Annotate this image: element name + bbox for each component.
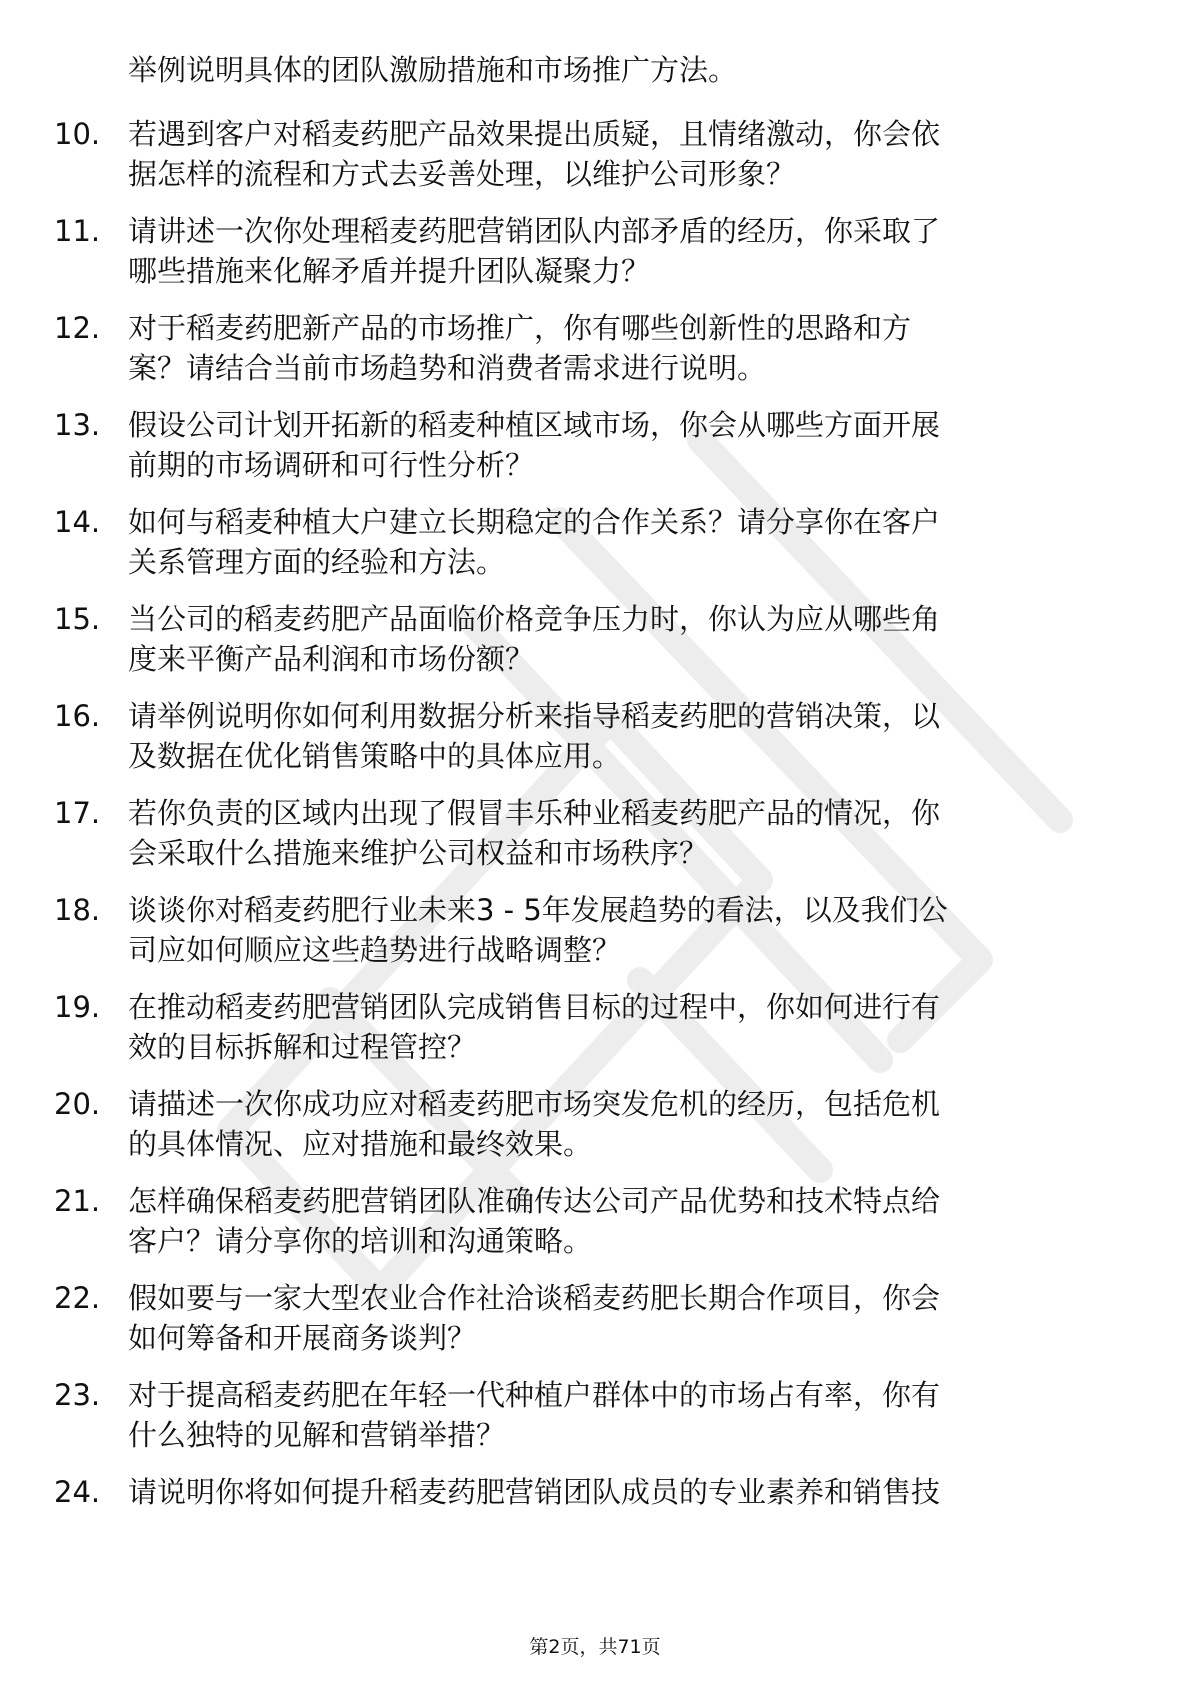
question-line: 前期的市场调研和可行性分析？ — [128, 448, 535, 482]
list-item — [0, 405, 1190, 502]
list-item — [0, 1375, 1190, 1472]
question-number: 16. — [54, 699, 101, 733]
question-text — [128, 1375, 1118, 1455]
question-number: 13. — [54, 408, 101, 442]
question-number: 17. — [54, 796, 101, 830]
question-number: 20. — [54, 1087, 101, 1121]
question-line: 如何与稻麦种植大户建立长期稳定的合作关系？请分享你在客户 — [128, 505, 941, 539]
question-line: 什么独特的见解和营销举措？ — [128, 1418, 506, 1452]
question-line: 请举例说明你如何利用数据分析来指导稻麦药肥的营销决策，以 — [128, 699, 941, 733]
list-item — [0, 114, 1190, 211]
list-item — [0, 502, 1190, 599]
question-line: 如何筹备和开展商务谈判？ — [128, 1321, 477, 1355]
question-text — [128, 1472, 1118, 1512]
question-line: 当公司的稻麦药肥产品面临价格竞争压力时，你认为应从哪些角 — [128, 602, 941, 636]
question-number: 11. — [54, 214, 101, 248]
question-text — [128, 1278, 1118, 1358]
question-line: 度来平衡产品利润和市场份额？ — [128, 642, 535, 676]
question-line: 请描述一次你成功应对稻麦药肥市场突发危机的经历，包括危机 — [128, 1087, 941, 1121]
question-text — [128, 405, 1118, 485]
list-item — [0, 1181, 1190, 1278]
question-line: 关系管理方面的经验和方法。 — [128, 545, 506, 579]
question-line: 司应如何顺应这些趋势进行战略调整？ — [128, 933, 622, 967]
list-item — [0, 1084, 1190, 1181]
question-list — [0, 114, 1190, 1569]
question-number: 18. — [54, 893, 101, 927]
list-item — [0, 793, 1190, 890]
question-line: 怎样确保稻麦药肥营销团队准确传达公司产品优势和技术特点给 — [128, 1184, 941, 1218]
question-text — [128, 211, 1118, 291]
question-line: 客户？请分享你的培训和沟通策略。 — [128, 1224, 593, 1258]
question-number: 22. — [54, 1281, 101, 1315]
question-number: 19. — [54, 990, 101, 1024]
list-item — [0, 890, 1190, 987]
question-text — [128, 793, 1118, 873]
question-number: 10. — [54, 117, 101, 151]
continuation-text: 举例说明具体的团队激励措施和市场推广方法。 — [128, 53, 738, 87]
question-text — [128, 987, 1118, 1067]
question-number: 14. — [54, 505, 101, 539]
question-line: 对于提高稻麦药肥在年轻一代种植户群体中的市场占有率，你有 — [128, 1378, 941, 1412]
question-line: 效的目标拆解和过程管控？ — [128, 1030, 477, 1064]
question-line: 的具体情况、应对措施和最终效果。 — [128, 1127, 593, 1161]
question-text — [128, 696, 1118, 776]
question-text — [128, 308, 1118, 388]
question-line: 哪些措施来化解矛盾并提升团队凝聚力？ — [128, 254, 651, 288]
question-text — [128, 114, 1118, 194]
question-line: 若你负责的区域内出现了假冒丰乐种业稻麦药肥产品的情况，你 — [128, 796, 941, 830]
list-item — [0, 599, 1190, 696]
question-text — [128, 890, 1118, 970]
question-number: 24. — [54, 1475, 101, 1509]
question-number: 21. — [54, 1184, 101, 1218]
question-text — [128, 502, 1118, 582]
list-item — [0, 696, 1190, 793]
page-footer: 第2页，共71页 — [529, 1636, 661, 1658]
question-line: 谈谈你对稻麦药肥行业未来3 - 5年发展趋势的看法，以及我们公 — [128, 893, 948, 927]
question-number: 12. — [54, 311, 101, 345]
list-item — [0, 308, 1190, 405]
question-text — [128, 1181, 1118, 1261]
question-line: 请讲述一次你处理稻麦药肥营销团队内部矛盾的经历，你采取了 — [128, 214, 941, 248]
question-line: 据怎样的流程和方式去妥善处理，以维护公司形象？ — [128, 157, 796, 191]
question-line: 及数据在优化销售策略中的具体应用。 — [128, 739, 622, 773]
question-line: 在推动稻麦药肥营销团队完成销售目标的过程中，你如何进行有 — [128, 990, 941, 1024]
list-item — [0, 211, 1190, 308]
list-item — [0, 1278, 1190, 1375]
list-item — [0, 987, 1190, 1084]
question-line: 请说明你将如何提升稻麦药肥营销团队成员的专业素养和销售技 — [128, 1475, 941, 1509]
question-line: 会采取什么措施来维护公司权益和市场秩序？ — [128, 836, 709, 870]
question-line: 假设公司计划开拓新的稻麦种植区域市场，你会从哪些方面开展 — [128, 408, 941, 442]
question-line: 案？请结合当前市场趋势和消费者需求进行说明。 — [128, 351, 767, 385]
question-line: 对于稻麦药肥新产品的市场推广，你有哪些创新性的思路和方 — [128, 311, 912, 345]
question-text — [128, 599, 1118, 679]
question-number: 15. — [54, 602, 101, 636]
question-line: 若遇到客户对稻麦药肥产品效果提出质疑，且情绪激动，你会依 — [128, 117, 941, 151]
question-text — [128, 1084, 1118, 1164]
question-number: 23. — [54, 1378, 101, 1412]
question-line: 假如要与一家大型农业合作社洽谈稻麦药肥长期合作项目，你会 — [128, 1281, 941, 1315]
list-item — [0, 1472, 1190, 1569]
